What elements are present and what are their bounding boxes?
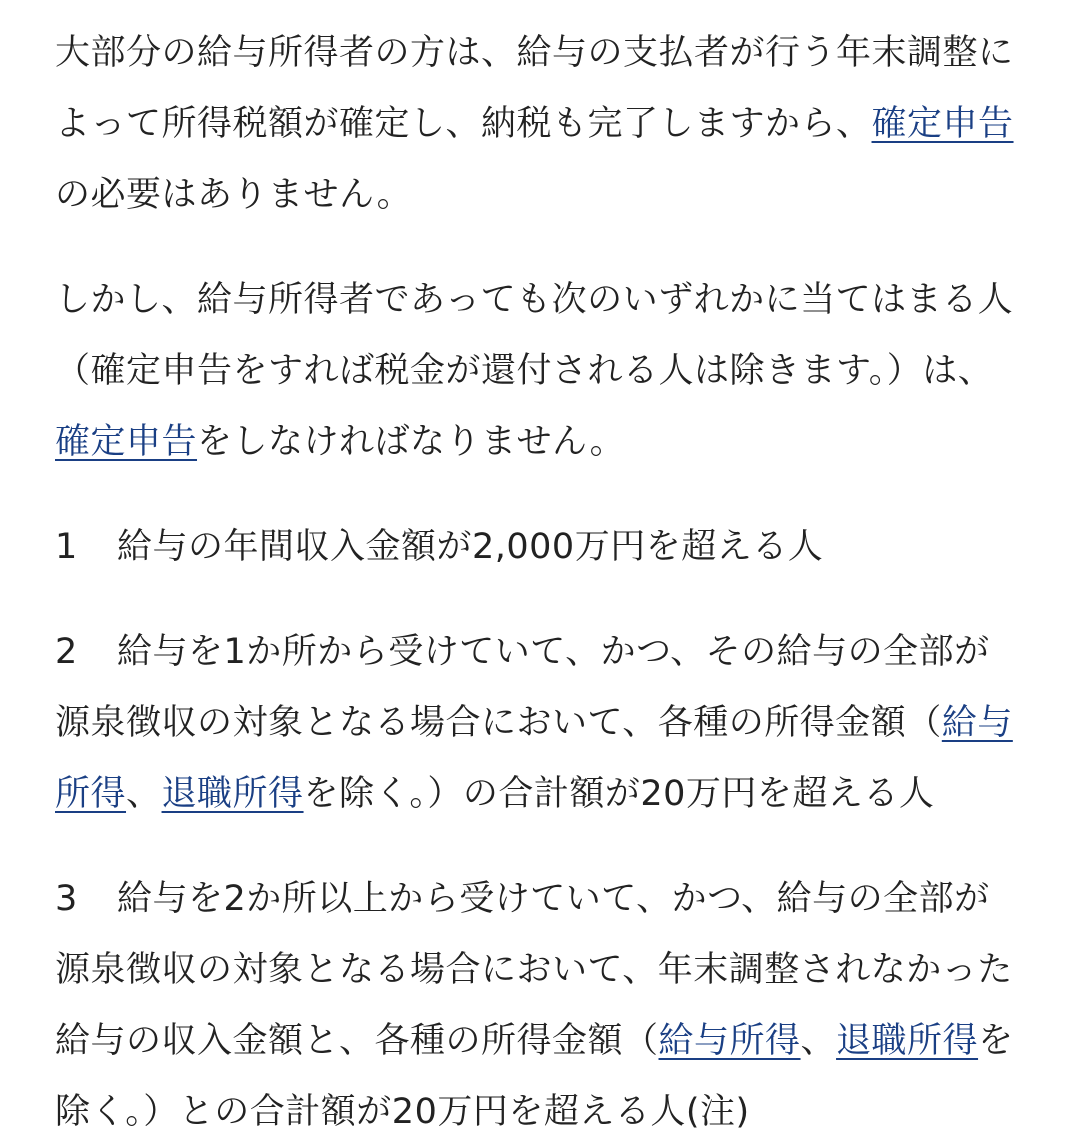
item-text-b: を除く。）の合計額が20万円を超える人 (303, 774, 935, 814)
kyuyo-shotoku-link[interactable]: 給与所得 (658, 1021, 801, 1061)
list-item-1 (55, 512, 1019, 583)
item-separator: 、 (126, 774, 162, 814)
item-number: 3 (55, 879, 78, 919)
condition-text-b: をしなければなりません。 (197, 422, 626, 462)
condition-paragraph (55, 265, 1019, 478)
item-text: 給与の年間収入金額が2,000万円を超える人 (117, 527, 824, 567)
item-separator: 、 (800, 1021, 837, 1061)
item-number: 2 (55, 632, 78, 672)
list-item-3 (55, 864, 1019, 1148)
intro-text-b: の必要はありません。 (55, 175, 413, 215)
taishoku-shotoku-link[interactable]: 退職所得 (836, 1021, 979, 1061)
item-text-a: 給与を1か所から受けていて、かつ、その給与の全部が源泉徴収の対象となる場合において、各種の所得金額（ (55, 632, 990, 743)
intro-text-a: 大部分の給与所得者の方は、給与の支払者が行う年末調整によって所得税額が確定し、納税も完了しますから、 (55, 33, 1014, 144)
item-number: 1 (55, 527, 78, 567)
kakutei-shinkoku-link[interactable]: 確定申告 (871, 104, 1014, 144)
list-item-2 (55, 617, 1019, 830)
item-text-b: を除く。）との合計額が20万円を超える人(注) (55, 1021, 1014, 1132)
kakutei-shinkoku-link[interactable]: 確定申告 (55, 422, 198, 462)
intro-paragraph (55, 18, 1019, 231)
taishoku-shotoku-link[interactable]: 退職所得 (161, 774, 304, 814)
kyuyo-shotoku-link[interactable]: 給与所得 (55, 703, 1013, 814)
condition-text-a: しかし、給与所得者であっても次のいずれかに当てはまる人（確定申告をすれば税金が還付される人は除きます。）は、 (55, 280, 1014, 391)
item-text-a: 給与を2か所以上から受けていて、かつ、給与の全部が源泉徴収の対象となる場合において、年末調整されなかった給与の収入金額と、各種の所得金額（ (55, 879, 1013, 1061)
